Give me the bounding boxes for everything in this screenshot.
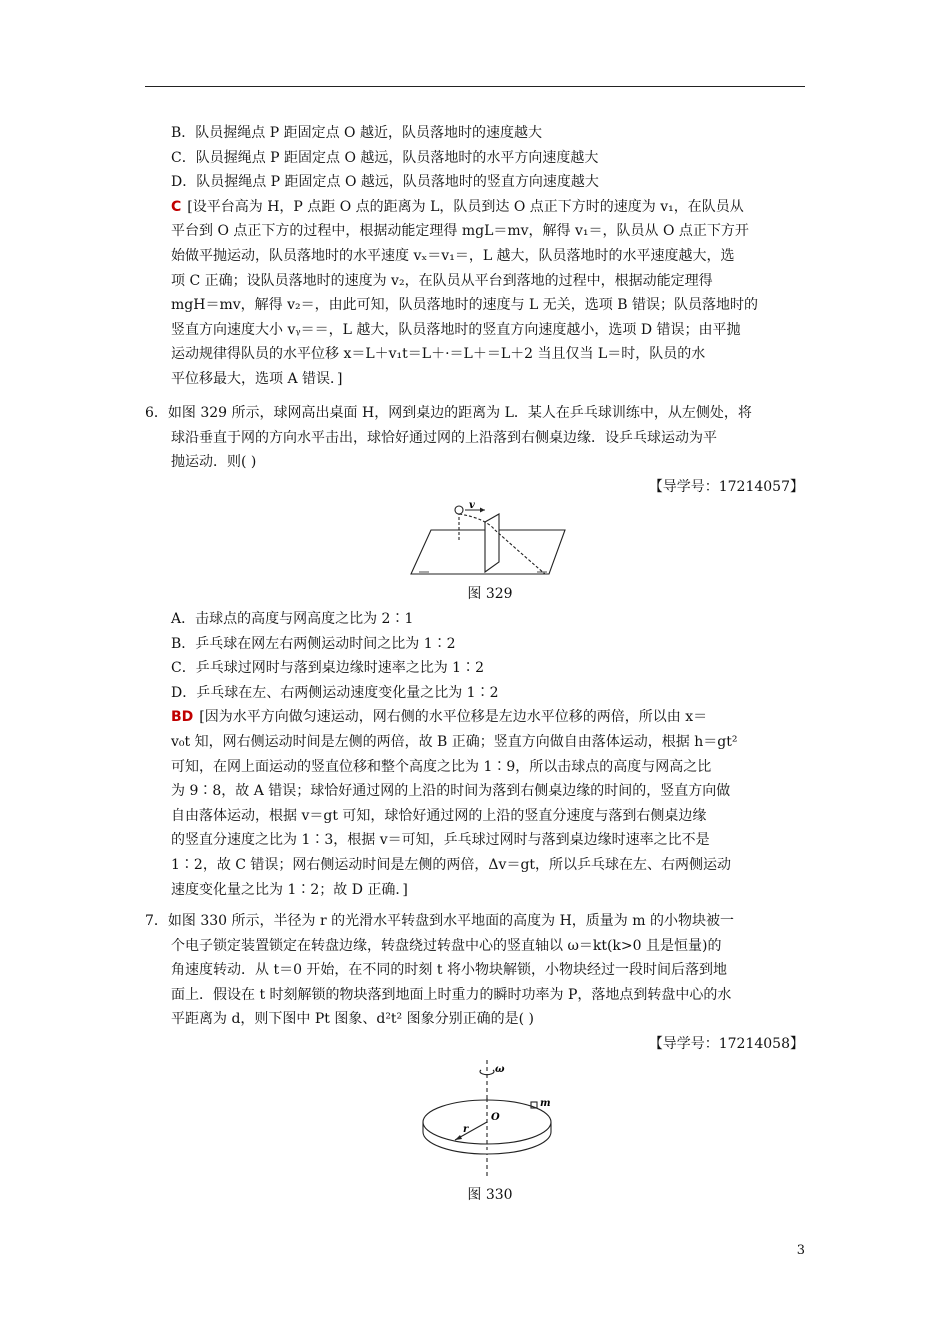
- mass-label: m: [540, 1098, 551, 1109]
- q7-stem-line: 面上．假设在 t 时刻解锁的物块落到地面上时重力的瞬时功率为 P，落地点到转盘中心的水: [171, 986, 732, 1003]
- omega-label: ω: [495, 1064, 505, 1075]
- q6-explanation-line: 可知，在网上面运动的竖直位移和整个高度之比为 1∶9，所以击球点的高度与网高之比: [171, 758, 712, 775]
- q5-option-c: C．队员握绳点 P 距固定点 O 越远，队员落地时的水平方向速度越大: [171, 149, 599, 166]
- q5-explanation-line: 平台到 O 点正下方的过程中，根据动能定理得 mgL＝mv，解得 v₁＝，队员从 O 点正下方开: [171, 223, 749, 240]
- q6-guide-number: 【导学号：17214057】: [648, 478, 804, 495]
- figure-330-caption: 图 330: [467, 1187, 513, 1203]
- figure-329-caption: 图 329: [467, 586, 513, 602]
- ball-trajectory: [459, 514, 545, 574]
- q6-answer: BD: [171, 709, 194, 726]
- q6-stem-line: 球沿垂直于网的方向水平击出，球恰好通过网的上沿落到右侧桌边缘．设乒乓球运动为平: [171, 429, 717, 446]
- figure-330: [415, 1058, 565, 1182]
- q5-explanation-line: 始做平抛运动，队员落地时的水平速度 vₓ＝v₁＝，L 越大，队员落地时的水平速度越大，选: [171, 247, 735, 264]
- header-rule: [145, 86, 805, 87]
- question-6: [145, 401, 810, 499]
- figure-329: [405, 500, 575, 582]
- q5-explanation-line: mgH＝mv，解得 v₂＝，由此可知，队员落地时的速度与 L 无关，选项 B 错误；队员落地时的: [171, 297, 758, 314]
- q7-stem-line: 平距离为 d，则下图中 Pt 图象、d²t² 图象分别正确的是( ): [171, 1011, 534, 1028]
- q7-stem-line: 个电子锁定装置锁定在转盘边缘，转盘绕过转盘中心的竖直轴以 ω＝kt(k>0 且是恒量)的: [171, 937, 722, 954]
- q5-option-d: D．队员握绳点 P 距固定点 O 越远，队员落地时的竖直方向速度越大: [171, 174, 599, 191]
- q5-explanation-line: 运动规律得队员的水平位移 x＝L＋v₁t＝L＋·＝L＋＝L＋2 当且仅当 L＝时，队员的水: [171, 346, 706, 363]
- question-6-options: [145, 607, 810, 902]
- center-label: O: [491, 1112, 500, 1123]
- q6-explanation-line: 为 9∶8，故 A 错误；球恰好通过网的上沿的时间为落到右侧桌边缘的时间的，竖直方向做: [171, 783, 731, 800]
- q6-option-c: C．乒乓球过网时与落到桌边缘时速率之比为 1∶2: [171, 660, 484, 677]
- q7-stem-line: 角速度转动．从 t＝0 开始，在不同的时刻 t 将小物块解锁，小物块经过一段时间后落到地: [171, 962, 727, 979]
- q5-answer: C: [171, 198, 182, 215]
- velocity-label: v: [469, 500, 475, 511]
- question-7: [145, 909, 810, 1057]
- q5-explanation-line: 平位移最大，选项 A 错误．]: [171, 370, 343, 387]
- q6-option-a: A．击球点的高度与网高度之比为 2∶1: [171, 611, 414, 627]
- q6-explanation-line: v₀t 知，网右侧运动时间是左侧的两倍，故 B 正确；竖直方向做自由落体运动，根据 h＝gt²: [171, 733, 738, 750]
- q6-explanation-line: 自由落体运动，根据 v＝gt 可知，球恰好通过网的上沿的竖直分速度与落到右侧桌边缘: [171, 807, 707, 824]
- q5-option-b: B．队员握绳点 P 距固定点 O 越近，队员落地时的速度越大: [171, 125, 542, 141]
- velocity-arrowhead: [480, 508, 485, 513]
- q7-stem-line: 7．如图 330 所示，半径为 r 的光滑水平转盘到水平地面的高度为 H，质量为 m 的小物块被一: [145, 913, 734, 929]
- q6-option-b: B．乒乓球在网左右两侧运动时间之比为 1∶2: [171, 635, 456, 652]
- question-5: [145, 121, 810, 392]
- q6-option-d: D．乒乓球在左、右两侧运动速度变化量之比为 1∶2: [171, 684, 499, 701]
- radius-label: r: [463, 1124, 469, 1135]
- q7-guide-number: 【导学号：17214058】: [648, 1035, 804, 1052]
- q6-stem-line: 抛运动．则( ): [171, 454, 257, 471]
- q6-explanation-line: 1∶2，故 C 错误；网右侧运动时间是左侧的两倍，Δv＝gt，所以乒乓球在左、右两侧运动: [171, 856, 732, 873]
- q6-stem-line: 6．如图 329 所示，球网高出桌面 H，网到桌边的距离为 L．某人在乒乓球训练中，从左侧处，将: [145, 405, 752, 421]
- q5-explanation-line: 竖直方向速度大小 vᵧ＝＝，L 越大，队员落地时的竖直方向速度越小，选项 D 错误；由平抛: [171, 321, 741, 338]
- ball: [455, 506, 463, 514]
- q6-explanation-line: 速度变化量之比为 1∶2；故 D 正确．]: [171, 881, 408, 898]
- page-number: 3: [796, 1243, 805, 1258]
- q5-explanation-line: C [设平台高为 H，P 点距 O 点的距离为 L，队员到达 O 点正下方时的速度为 v₁，在队员从: [171, 198, 744, 215]
- q6-explanation-line: 的竖直分速度之比为 1∶3，根据 v＝可知，乒乓球过网时与落到桌边缘时速率之比不是: [171, 832, 710, 849]
- q6-explanation-line: BD [因为水平方向做匀速运动，网右侧的水平位移是左边水平位移的两倍，所以由 x＝: [171, 709, 708, 726]
- net: [485, 514, 499, 572]
- q5-explanation-line: 项 C 正确；设队员落地时的速度为 v₂，在队员从平台到落地的过程中，根据动能定理得: [171, 272, 713, 289]
